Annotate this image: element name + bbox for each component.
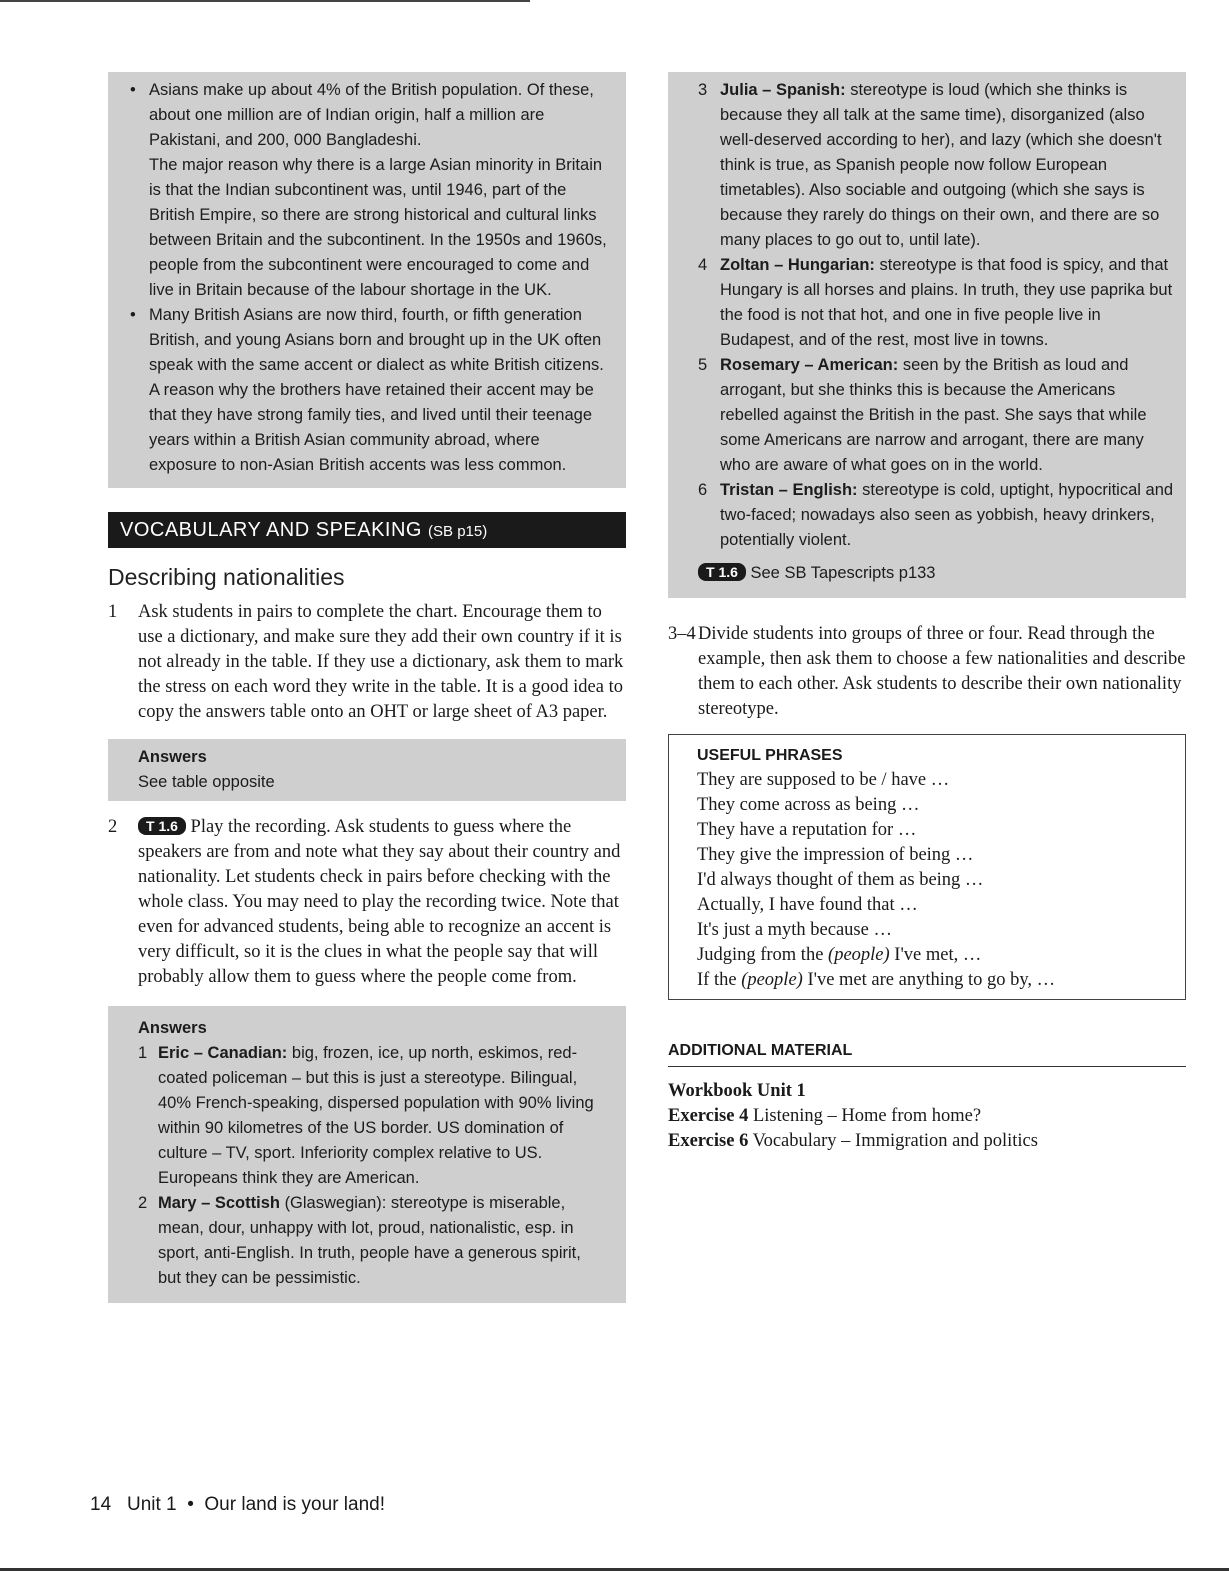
phrase-line: I'd always thought of them as being … (697, 870, 984, 890)
unit-label: Unit 1 (126, 1494, 177, 1515)
unit-title: Our land is your land! (204, 1494, 385, 1515)
answers-box-1: Answers See table opposite (108, 739, 626, 801)
footer-separator: • (187, 1494, 194, 1515)
exercise-2-instructions: 2 T 1.6 Play the recording. Ask students to guess where the speakers are from and note what they say about their country and nationality. Let students check in pairs before checking with the whole class. You may need to play the recording twice. Note that even for advanced students, being able to recognize an accent is very difficult, so it is the clues in what the people say that will probably allow them to guess where the people come from. (108, 817, 621, 987)
phrase-line: They come across as being … (697, 795, 920, 815)
recording-badge: T 1.6 (138, 817, 186, 835)
phrase-line: They give the impression of being … (697, 845, 974, 865)
phrase-line: They have a reputation for … (697, 820, 917, 840)
answers-box-2: Answers 1 Eric – Canadian: big, frozen, ice, up north, eskimos, red-coated policeman – but this is just a stereotype. Bilingual, 40% French-speaking, dispersed population with 90% living within 90 kilometres of the US border. US domination of culture – TV, sport. Inferiority complex relative to US. Europeans think they are American. 2 Mary – Scottish (Glaswegian): stereotype is miserable, mean, dour, unhappy with lot, proud, nationalistic, esp. in sport, anti-English. In truth, people have a generous spirit, but they can be pessimistic. (108, 1006, 626, 1303)
answer-item-julia: 3 Julia – Spanish: stereotype is loud (which she thinks is because they all talk at the same time), disorganized (also well-deserved according to her), and lazy (which she doesn't think is true, as Spanish people now follow European timetables). Also sociable and outgoing (which she says is because they rarely do things on their own, and there are so many places to go out to, until late). (698, 81, 1162, 249)
additional-material-title: ADDITIONAL MATERIAL (668, 1042, 1186, 1067)
section-bar: VOCABULARY AND SPEAKING (SB p15) (108, 512, 626, 548)
tapescript-badge: T 1.6 (698, 563, 746, 581)
page-number: 14 (90, 1494, 112, 1515)
bullet-british-asians: • Many British Asians are now third, fourth, or fifth generation British, and young Asians born and brought up in the UK often speak with the same accent or dialect as white British citizens. A reason why the brothers have retained their accent may be that they have strong family ties, and lived until their teenage years within a British Asian community abroad, where exposure to non-Asian British accents was less common. (130, 306, 604, 474)
workbook-exercise-4: Exercise 4 Listening – Home from home? (668, 1106, 982, 1126)
top-rule (0, 0, 530, 2)
workbook-exercise-6: Exercise 6 Vocabulary – Immigration and politics (668, 1131, 1038, 1151)
section-heading: Describing nationalities (108, 564, 345, 590)
asian-population-box (108, 72, 626, 488)
answer-item-mary: 2 Mary – Scottish (Glaswegian): stereotype is miserable, mean, dour, unhappy with lot, proud, nationalistic, esp. in sport, anti-English. In truth, people have a generous spirit, but they can be pessimistic. (138, 1194, 581, 1287)
phrase-line: If the (people) I've met are anything to go by, … (697, 970, 1056, 990)
workbook-title: Workbook Unit 1 (668, 1081, 806, 1101)
tapescript-reference: T 1.6 See SB Tapescripts p133 (698, 561, 1178, 586)
phrase-line: Actually, I have found that … (697, 895, 918, 915)
phrase-line: It's just a myth because … (697, 920, 892, 940)
useful-phrases-box: USEFUL PHRASES They are supposed to be / have … They come across as being … They have a reputation for … They give the impression of being … I'd always thought of them as being … Actually, I have found that … It's just a myth because … Judging from the (people) I've met, … If the (people) I've met are anything to go by, … (668, 734, 1186, 1000)
answer-item-zoltan: 4 Zoltan – Hungarian: stereotype is that food is spicy, and that Hungary is all horses and plains. In truth, they use paprika but the food is not that hot, and one in five people live in Budapest, and of the rest, most live in towns. (698, 256, 1173, 349)
bullet-asian-population: • Asians make up about 4% of the British population. Of these, about one million are of Indian origin, half a million are Pakistani, and 200, 000 Bangladeshi. The major reason why there is a large Asian minority in Britain is that the Indian subcontinent was, until 1946, part of the British Empire, so there are strong historical and cultural links between Britain and the subcontinent. In the 1950s and 1960s, people from the subcontinent were encouraged to come and live in Britain because of the labour shortage in the UK. (130, 81, 607, 299)
left-column (108, 72, 626, 1303)
answer-item-rosemary: 5 Rosemary – American: seen by the British as loud and arrogant, but she thinks this is because the Americans rebelled against the British in the past. She says that while some Americans are narrow and arrogant, there are many who are aware of what goes on in the world. (698, 356, 1147, 474)
answer-item-eric: 1 Eric – Canadian: big, frozen, ice, up north, eskimos, red-coated policeman – but this is just a stereotype. Bilingual, 40% French-speaking, dispersed population with 90% living within 90 kilometres of the US border. US domination of culture – TV, sport. Inferiority complex relative to US. Europeans think they are American. (138, 1044, 594, 1187)
answer-item-tristan: 6 Tristan – English: stereotype is cold, uptight, hypocritical and two-faced; nowadays also seen as yobbish, heavy drinkers, potentially violent. (698, 481, 1174, 549)
answers-continued-box (668, 72, 1186, 598)
workbook-references (668, 1079, 1186, 1154)
phrase-line: Judging from the (people) I've met, … (697, 945, 982, 965)
bullet-continuation: The major reason why there is a large Asian minority in Britain is that the Indian subcontinent was, until 1946, part of the British Empire, so there are strong historical and cultural links between Britain and the subcontinent. In the 1950s and 1960s, people from the subcontinent were encouraged to come and live in Britain because of the labour shortage in the UK. (149, 156, 607, 299)
right-column (668, 72, 1186, 1154)
exercise-1-instructions: 1 Ask students in pairs to complete the chart. Encourage them to use a dictionary, and make sure they add their own country if it is not already in the table. If they use a dictionary, ask them to mark the stress on each word they write in the table. It is a good idea to copy the answers table onto an OHT or large sheet of A3 paper. (108, 602, 624, 722)
exercise-3-4-instructions: 3–4 Divide students into groups of three or four. Read through the example, then ask them to choose a few nationalities and describe them to each other. Ask students to describe their own nationality stereotype. (668, 624, 1186, 719)
phrase-line: They are supposed to be / have … (697, 770, 950, 790)
page-footer (90, 1494, 385, 1516)
